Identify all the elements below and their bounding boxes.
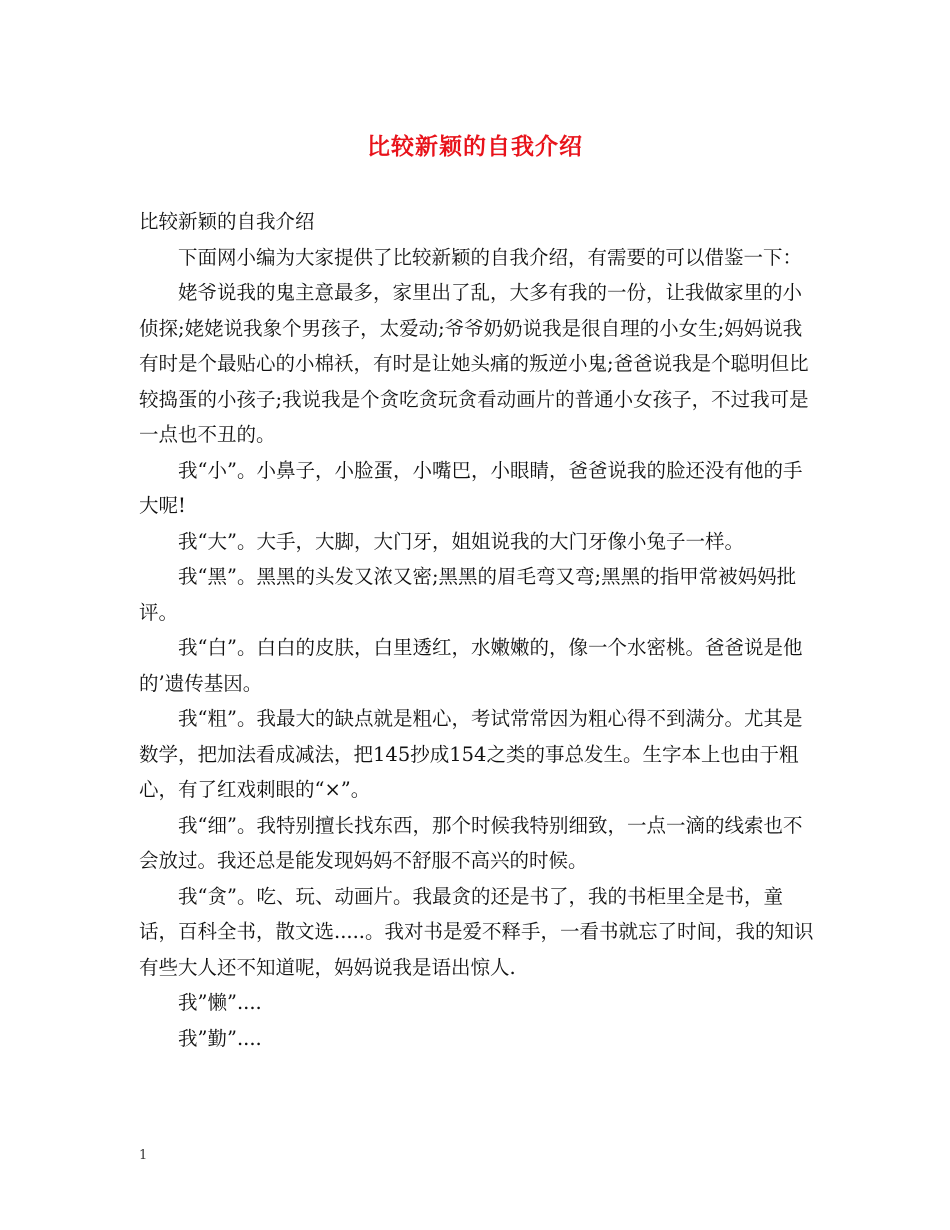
- paragraph-small: 我“小”。小鼻子，小脸蛋，小嘴巴，小眼睛，爸爸说我的脸还没有他的手大呢!: [139, 458, 803, 517]
- paragraph-white: 我“白”。白白的皮肤，白里透红，水嫩嫩的，像一个水密桃。爸爸说是他的’遗传基因。: [139, 636, 803, 695]
- paragraph-careless: 我“粗”。我最大的缺点就是粗心，考试常常因为粗心得不到满分。尤其是数学，把加法看成减法，把145抄成154之类的事总发生。生字本上也由于粗心，有了红戏刺眼的“×”。: [139, 707, 803, 801]
- paragraph-family: 姥爷说我的鬼主意最多，家里出了乱，大多有我的一份，让我做家里的小侦探;姥姥说我象个男孩子，太爱动;爷爷奶奶说我是很自理的小女生;妈妈说我有时是个最贴心的小棉袄，有时是让她头痛的叛逆小鬼;爸爸说我是个聪明但比较捣蛋的小孩子;我说我是个贪吃贪玩贪看动画片的普通小女孩子，不过我可是一点也不丑的。: [139, 281, 809, 446]
- paragraph-intro: 下面网小编为大家提供了比较新颖的自我介绍，有需要的可以借鉴一下：: [178, 245, 803, 269]
- paragraph-careful: 我“细”。我特别擅长找东西，那个时候我特别细致，一点一滴的线索也不会放过。我还总是能发现妈妈不舒服不高兴的时候。: [139, 813, 803, 872]
- section-heading: 比较新颖的自我介绍: [139, 210, 315, 233]
- page-number: 1: [139, 1148, 148, 1163]
- document-title: 比较新颖的自我介绍: [367, 133, 583, 160]
- paragraph-greedy: 我“贪”。吃、玩、动画片。我最贪的还是书了，我的书柜里全是书，童话，百科全书，散文选.....。我对书是爱不释手，一看书就忘了时间，我的知识有些大人还不知道呢，妈妈说我是语出惊人.: [139, 884, 814, 979]
- paragraph-diligent: 我”勤”....: [178, 1026, 262, 1050]
- document-body: [139, 204, 819, 1056]
- paragraph-lazy: 我”懒”....: [178, 991, 262, 1014]
- paragraph-black: 我“黑”。黑黑的头发又浓又密;黑黑的眉毛弯又弯;黑黑的指甲常被妈妈批评。: [139, 565, 797, 624]
- paragraph-big: 我“大”。大手，大脚，大门牙，姐姐说我的大门牙像小兔子一样。: [178, 529, 744, 553]
